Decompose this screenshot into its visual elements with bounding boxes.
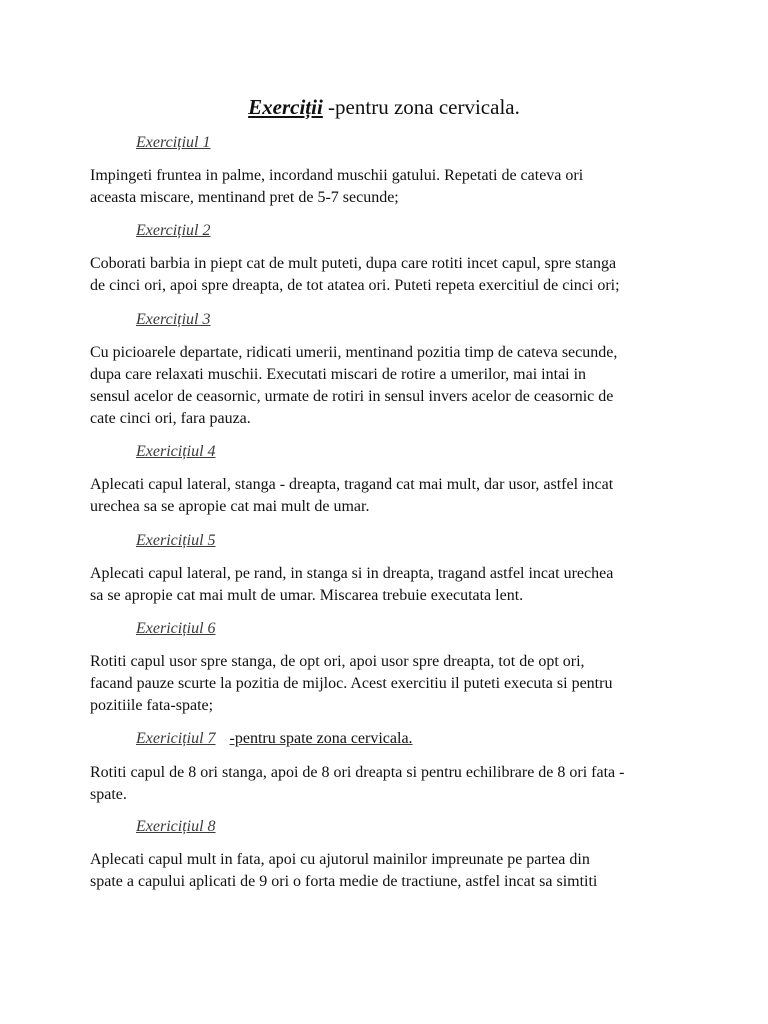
paragraph-line: de cinci ori, apoi spre dreapta, de tot atatea ori. Puteti repeta exercitiul de cinci ori; [90,277,620,294]
paragraph-line: Coborati barbia in piept cat de mult puteti, dupa care rotiti incet capul, spre stanga [90,255,617,272]
paragraph-line: sa se apropie cat mai mult de umar. Miscarea trebuie executata lent. [90,587,524,604]
paragraph-line: spate. [90,786,127,803]
exercise-paragraph [90,165,690,209]
paragraph-line: urechea sa se apropie cat mai mult de umar. [90,498,370,515]
exercise-paragraph [90,342,690,430]
exercise-heading: Exercițiul 3 [136,311,211,328]
exercise-heading: Exercițiul 1 [136,134,211,151]
exercise-heading-note: -pentru spate zona cervicala. [229,730,413,747]
paragraph-line: Cu picioarele departate, ridicati umerii, mentinand pozitia timp de cateva secunde, [90,344,618,361]
paragraph-line: Impingeti fruntea in palme, incordand muschii gatului. Repetati de cateva ori [90,167,584,184]
paragraph-line: cate cinci ori, fara pauza. [90,410,251,427]
exercise-heading: Exericițiul 4 [136,443,216,460]
paragraph-line: sensul acelor de ceasornic, urmate de rotiri in sensul invers acelor de ceasornic de [90,388,614,405]
exercise-heading [136,729,413,749]
paragraph-line: dupa care relaxati muschii. Executati miscari de rotire a umerilor, mai intai in [90,366,587,383]
page-title [0,94,768,120]
exercise-heading: Exericițiul 5 [136,532,216,549]
page-title-main: Exerciții [248,95,323,119]
exercise-paragraph [90,651,690,717]
page-title-subtitle: -pentru zona cervicala. [322,95,520,119]
paragraph-line: facand pauze scurte la pozitia de mijloc. Acest exercitiu il puteti executa si pentru [90,675,613,692]
paragraph-line: Aplecati capul mult in fata, apoi cu ajutorul mainilor impreunate pe partea din [90,851,590,868]
exercise-paragraph [90,563,690,607]
exercise-heading: Exericițiul 8 [136,818,216,835]
paragraph-line: Rotiti capul de 8 ori stanga, apoi de 8 ori dreapta si pentru echilibrare de 8 ori fata - [90,764,625,781]
exercise-heading-label: Exericițiul 7 [136,730,216,747]
exercise-heading: Exericițiul 6 [136,620,216,637]
paragraph-line: Rotiti capul usor spre stanga, de opt ori, apoi usor spre dreapta, tot de opt ori, [90,653,585,670]
paragraph-line: pozitiile fata-spate; [90,697,214,714]
exercise-paragraph [90,253,690,297]
exercise-paragraph [90,849,690,893]
exercise-heading: Exercițiul 2 [136,222,211,239]
exercise-paragraph [90,762,690,806]
paragraph-line: Aplecati capul lateral, pe rand, in stanga si in dreapta, tragand astfel incat urechea [90,565,614,582]
paragraph-line: aceasta miscare, mentinand pret de 5-7 secunde; [90,189,399,206]
paragraph-line: Aplecati capul lateral, stanga - dreapta, tragand cat mai mult, dar usor, astfel incat [90,476,614,493]
paragraph-line: spate a capului aplicati de 9 ori o forta medie de tractiune, astfel incat sa simtiti [90,873,598,890]
exercise-paragraph [90,474,690,518]
